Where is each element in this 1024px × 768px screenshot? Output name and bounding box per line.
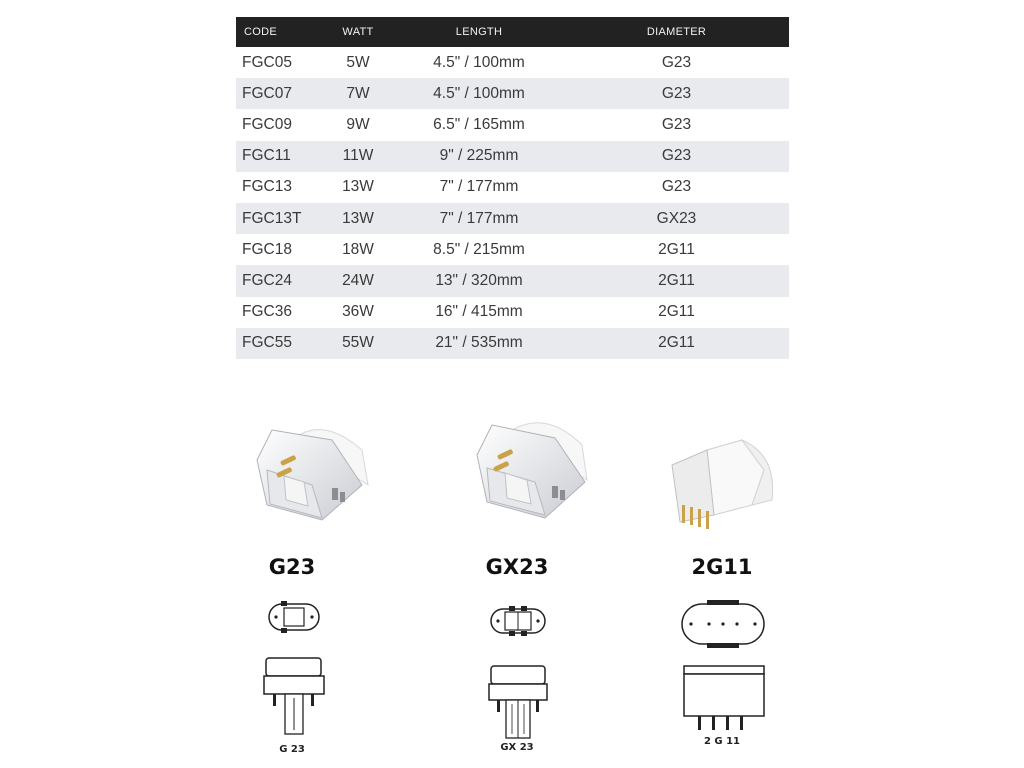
gx23-base-photo bbox=[397, 410, 637, 540]
cell-code: FGC18 bbox=[242, 240, 292, 258]
table-row bbox=[236, 172, 789, 203]
cell-length: 9" / 225mm bbox=[439, 147, 519, 165]
base-name-g23: G23 bbox=[268, 555, 316, 579]
cell-code: FGC13T bbox=[242, 209, 302, 227]
cell-length: 7" / 177mm bbox=[439, 178, 519, 196]
table-row bbox=[236, 265, 789, 296]
cell-code: FGC05 bbox=[242, 53, 292, 71]
cell-watt: 55W bbox=[342, 334, 374, 352]
cell-watt: 13W bbox=[342, 209, 374, 227]
caption-2g11: 2 G 11 bbox=[703, 736, 741, 747]
caption-gx23: GX 23 bbox=[500, 742, 534, 753]
table-row bbox=[236, 47, 789, 78]
caption-g23: G 23 bbox=[279, 744, 305, 755]
cell-diameter: 2G11 bbox=[658, 271, 695, 289]
cell-diameter: G23 bbox=[661, 53, 692, 71]
lamp-spec-table bbox=[236, 17, 789, 359]
cell-length: 8.5" / 215mm bbox=[433, 240, 525, 258]
table-row bbox=[236, 203, 789, 234]
base-name-gx23: GX23 bbox=[485, 555, 549, 579]
cell-watt: 13W bbox=[342, 178, 374, 196]
cell-code: FGC36 bbox=[242, 303, 292, 321]
cell-diameter: 2G11 bbox=[658, 334, 695, 352]
2g11-technical-drawing bbox=[602, 590, 842, 760]
cell-length: 4.5" / 100mm bbox=[433, 84, 525, 102]
cell-length: 7" / 177mm bbox=[439, 209, 519, 227]
cell-code: FGC55 bbox=[242, 334, 292, 352]
table-header-row bbox=[236, 17, 789, 47]
table-row bbox=[236, 297, 789, 328]
table-row bbox=[236, 328, 789, 359]
cell-watt: 36W bbox=[342, 303, 374, 321]
base-gx23-column bbox=[397, 410, 637, 760]
cell-diameter: G23 bbox=[661, 147, 692, 165]
cell-watt: 9W bbox=[346, 115, 370, 133]
cell-diameter: GX23 bbox=[656, 209, 697, 227]
cell-code: FGC09 bbox=[242, 115, 292, 133]
cell-diameter: G23 bbox=[661, 115, 692, 133]
header-length: LENGTH bbox=[455, 26, 503, 38]
header-diameter: DIAMETER bbox=[646, 26, 707, 38]
base-2g11-column bbox=[602, 410, 842, 760]
cell-length: 6.5" / 165mm bbox=[433, 115, 525, 133]
cell-code: FGC07 bbox=[242, 84, 292, 102]
cell-diameter: G23 bbox=[661, 178, 692, 196]
g23-base-photo bbox=[172, 410, 412, 540]
header-watt: WATT bbox=[342, 26, 374, 38]
cell-watt: 24W bbox=[342, 271, 374, 289]
cell-length: 4.5" / 100mm bbox=[433, 53, 525, 71]
cell-diameter: 2G11 bbox=[658, 303, 695, 321]
gx23-technical-drawing bbox=[397, 590, 637, 760]
cell-watt: 11W bbox=[342, 147, 374, 165]
header-code: CODE bbox=[244, 26, 277, 38]
base-g23-column bbox=[172, 410, 412, 760]
table-row bbox=[236, 234, 789, 265]
cell-diameter: G23 bbox=[661, 84, 692, 102]
cell-diameter: 2G11 bbox=[658, 240, 695, 258]
table-row bbox=[236, 141, 789, 172]
cell-length: 13" / 320mm bbox=[435, 271, 523, 289]
cell-watt: 18W bbox=[342, 240, 374, 258]
g23-technical-drawing bbox=[172, 590, 412, 760]
2g11-base-photo bbox=[602, 410, 842, 540]
table-row bbox=[236, 109, 789, 140]
table-row bbox=[236, 78, 789, 109]
cell-code: FGC24 bbox=[242, 271, 292, 289]
cell-length: 21" / 535mm bbox=[435, 334, 523, 352]
cell-watt: 5W bbox=[346, 53, 370, 71]
base-name-2g11: 2G11 bbox=[691, 555, 753, 579]
cell-code: FGC13 bbox=[242, 178, 292, 196]
cell-length: 16" / 415mm bbox=[435, 303, 523, 321]
cell-watt: 7W bbox=[346, 84, 370, 102]
cell-code: FGC11 bbox=[242, 147, 291, 165]
